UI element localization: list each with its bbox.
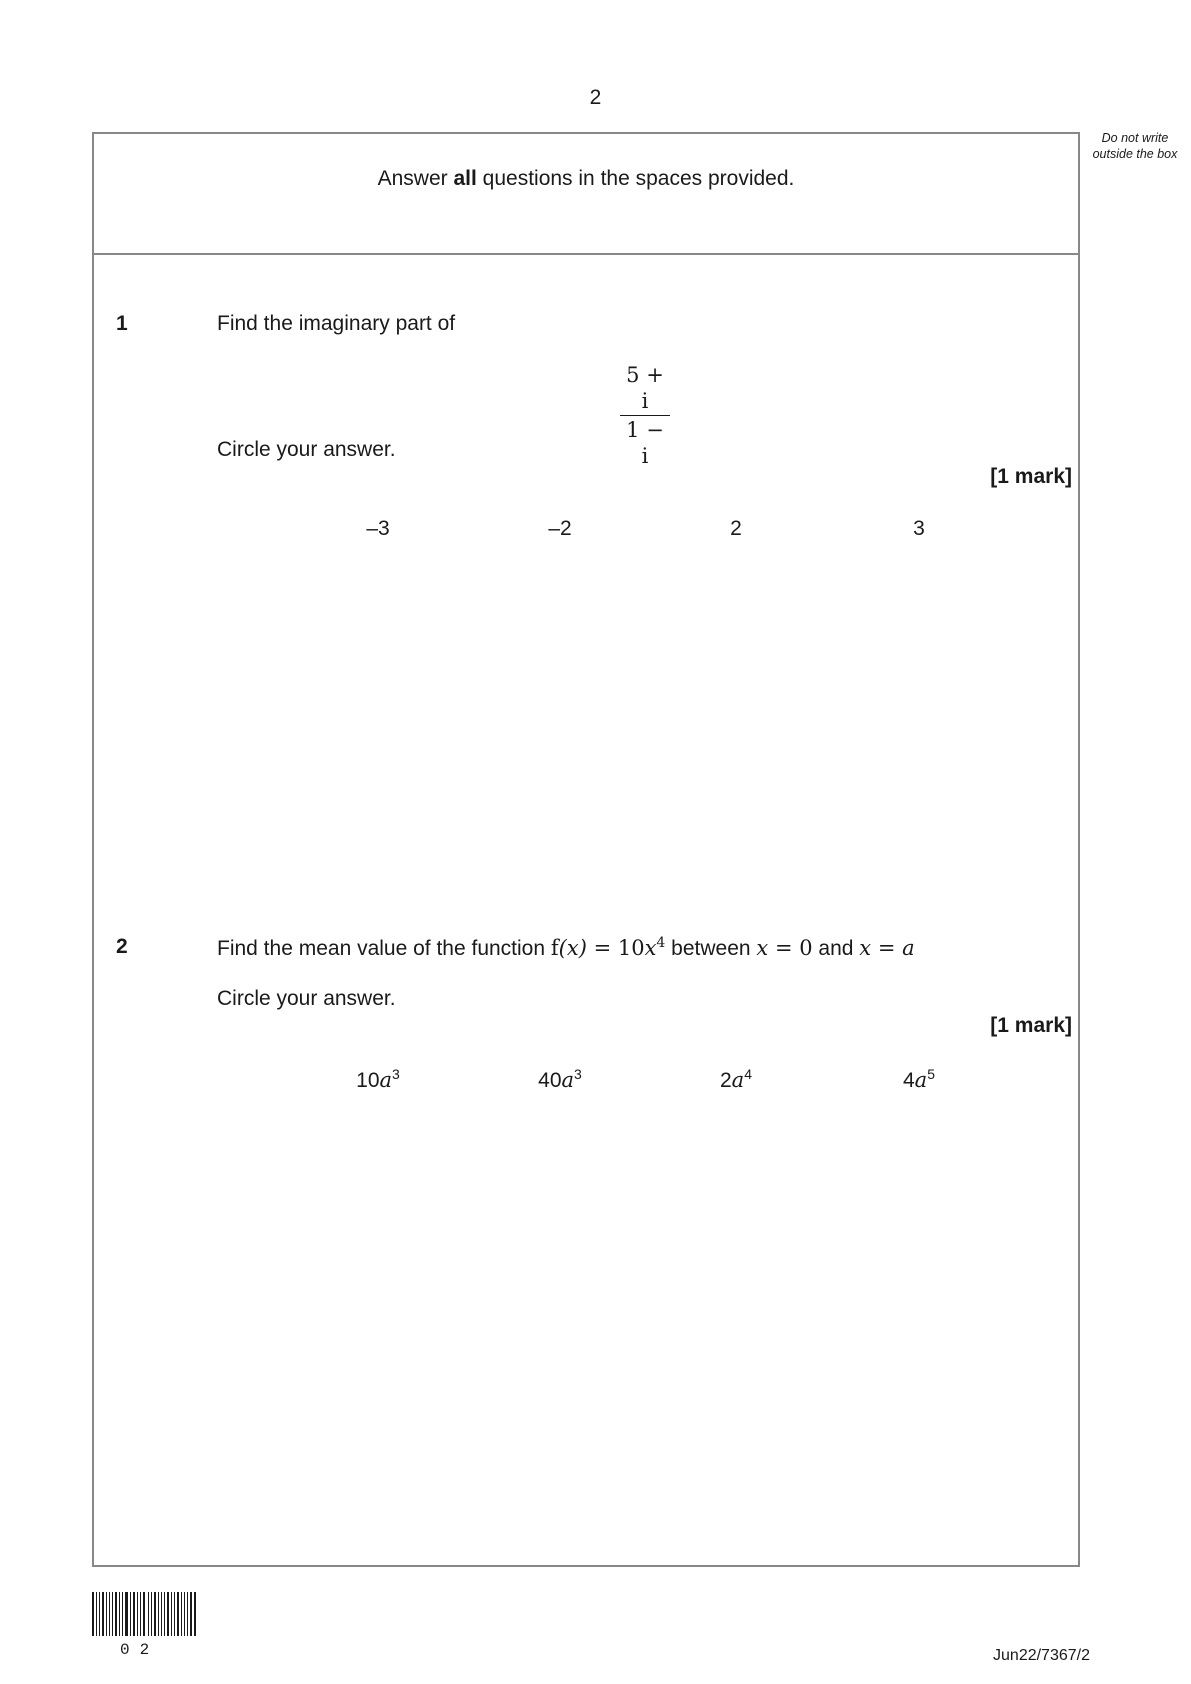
option-coef: 4 [902, 1069, 915, 1092]
option-power: 5 [927, 1066, 935, 1082]
q2-cond2-eq: = [871, 936, 903, 960]
option-var: a [914, 1068, 928, 1092]
option-power: 3 [574, 1066, 582, 1082]
option-var: a [379, 1068, 393, 1092]
margin-note: Do not write outside the box [1092, 131, 1178, 161]
frame-divider [92, 253, 1080, 255]
option-power: 3 [392, 1066, 400, 1082]
q2-func-var: x [644, 936, 657, 960]
question-1-marks: [1 mark] [990, 465, 1072, 488]
question-2-number: 2 [116, 935, 128, 958]
question-1-fraction [620, 362, 670, 469]
instruction-bold: all [453, 167, 477, 190]
question-2-option-1[interactable] [328, 1066, 428, 1093]
question-1-prompt: Circle your answer. [217, 438, 396, 461]
option-power: 4 [744, 1066, 752, 1082]
q2-cond2-val: a [902, 936, 915, 960]
q2-text-start: Find the mean value of the function [217, 937, 551, 960]
q2-cond1-var: x [756, 936, 769, 960]
instruction-after: questions in the spaces provided. [476, 167, 795, 190]
option-var: a [731, 1068, 745, 1092]
question-1-text: Find the imaginary part of [217, 312, 456, 335]
question-1-option-1[interactable]: –3 [366, 517, 390, 540]
q2-func-name: f [550, 936, 559, 960]
q2-cond2-var: x [859, 936, 872, 960]
footer-code: Jun22/7367/2 [993, 1647, 1090, 1664]
barcode [92, 1592, 196, 1636]
barcode-digits: 02 [120, 1641, 160, 1659]
q2-between: between [665, 937, 757, 960]
instruction-before: Answer [377, 167, 454, 190]
fraction-numerator: 5 + i [626, 363, 664, 413]
question-2-option-3[interactable] [686, 1066, 786, 1093]
option-coef: 2 [719, 1069, 732, 1092]
q2-func-eq: = 10 [586, 936, 645, 960]
q2-and: and [812, 937, 860, 960]
question-2-option-4[interactable] [869, 1066, 969, 1093]
question-1-option-2[interactable]: –2 [548, 517, 572, 540]
question-1-option-3[interactable]: 2 [730, 517, 742, 540]
q2-func-power: 4 [656, 935, 666, 951]
question-1-option-4[interactable]: 3 [913, 517, 925, 540]
question-1-number: 1 [116, 312, 128, 335]
instruction [92, 167, 1080, 191]
option-var: a [561, 1068, 575, 1092]
q2-func-arg: (x) [558, 936, 587, 960]
page-number: 2 [589, 86, 602, 109]
question-2-marks: [1 mark] [990, 1014, 1072, 1037]
option-coef: 40 [538, 1069, 562, 1092]
question-2-option-2[interactable] [510, 1066, 610, 1093]
fraction-bar [620, 415, 670, 416]
q2-cond1-eq: = 0 [768, 936, 813, 960]
question-2-prompt: Circle your answer. [217, 987, 396, 1010]
fraction-denominator: 1 − i [626, 418, 664, 468]
answer-frame [92, 132, 1080, 1567]
option-coef: 10 [356, 1069, 380, 1092]
question-2-text [217, 935, 915, 961]
